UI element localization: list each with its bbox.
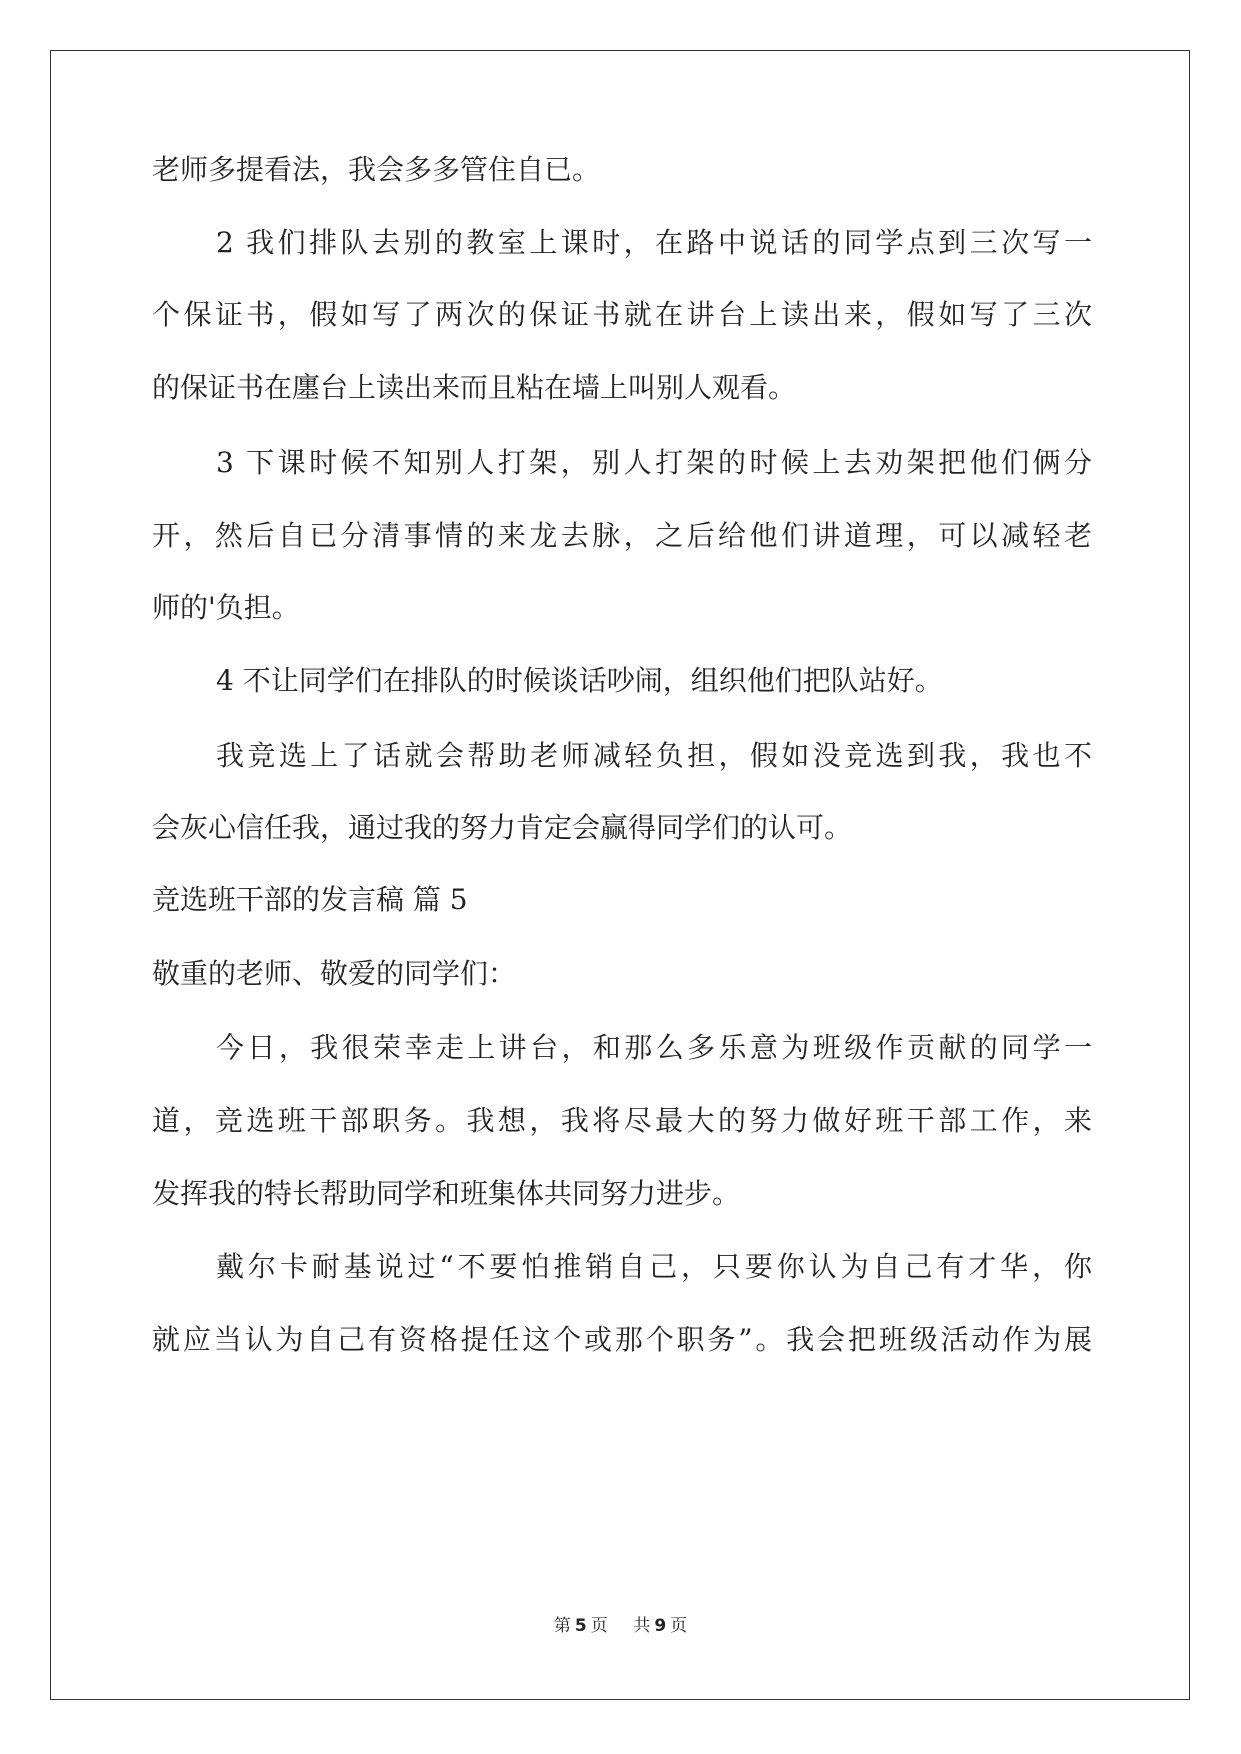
page-footer	[0, 1614, 1241, 1638]
page-total: 9	[654, 1616, 667, 1636]
text-line: 的保证书在廛台上读出来而且粘在墙上叫别人观看。	[152, 371, 797, 404]
text-line: 师的'负担。	[152, 591, 300, 624]
text-line: 会灰心信任我，通过我的努力肯定会赢得同学们的认可。	[152, 811, 853, 844]
text-line: 开，然后自已分清事情的来龙去脉，之后给他们讲道理，可以减轻老	[152, 519, 1092, 552]
paragraph-line: 3 下课时候不知别人打架，别人打架的时候上去劝架把他们俩分	[216, 446, 1092, 479]
page-suffix: 页	[590, 1616, 608, 1636]
page-prefix: 第	[553, 1616, 571, 1636]
paragraph-line: 戴尔卡耐基说过“不要怕推销自己，只要你认为自己有才华，你	[216, 1250, 1092, 1283]
salutation: 敬重的老师、敬爱的同学们：	[152, 957, 517, 990]
paragraph-line: 今日，我很荣幸走上讲台，和那么多乐意为班级作贡献的同学一	[216, 1031, 1092, 1064]
text-line: 发挥我的特长帮助同学和班集体共同努力进步。	[152, 1177, 741, 1210]
total-prefix: 共	[633, 1616, 651, 1636]
total-suffix: 页	[670, 1616, 688, 1636]
text-line: 道，竞选班干部职务。我想，我将尽最大的努力做好班干部工作，来	[152, 1104, 1092, 1137]
page-current: 5	[574, 1616, 587, 1636]
text-line: 老师多提看法，我会多多管住自已。	[152, 153, 601, 186]
section-heading: 竞选班干部的发言稿 篇 5	[152, 883, 468, 916]
text-line: 个保证书，假如写了两次的保证书就在讲台上读出来，假如写了三次	[152, 298, 1092, 331]
text-line: 就应当认为自己有资格提任这个或那个职务”。我会把班级活动作为展	[152, 1323, 1092, 1356]
paragraph-line: 我竞选上了话就会帮助老师减轻负担，假如没竞选到我，我也不	[216, 739, 1092, 772]
paragraph-line: 4 不让同学们在排队的时候谈话吵闹，组织他们把队站好。	[216, 664, 943, 697]
paragraph-line: 2 我们排队去别的教室上课时，在路中说话的同学点到三次写一	[216, 226, 1092, 259]
